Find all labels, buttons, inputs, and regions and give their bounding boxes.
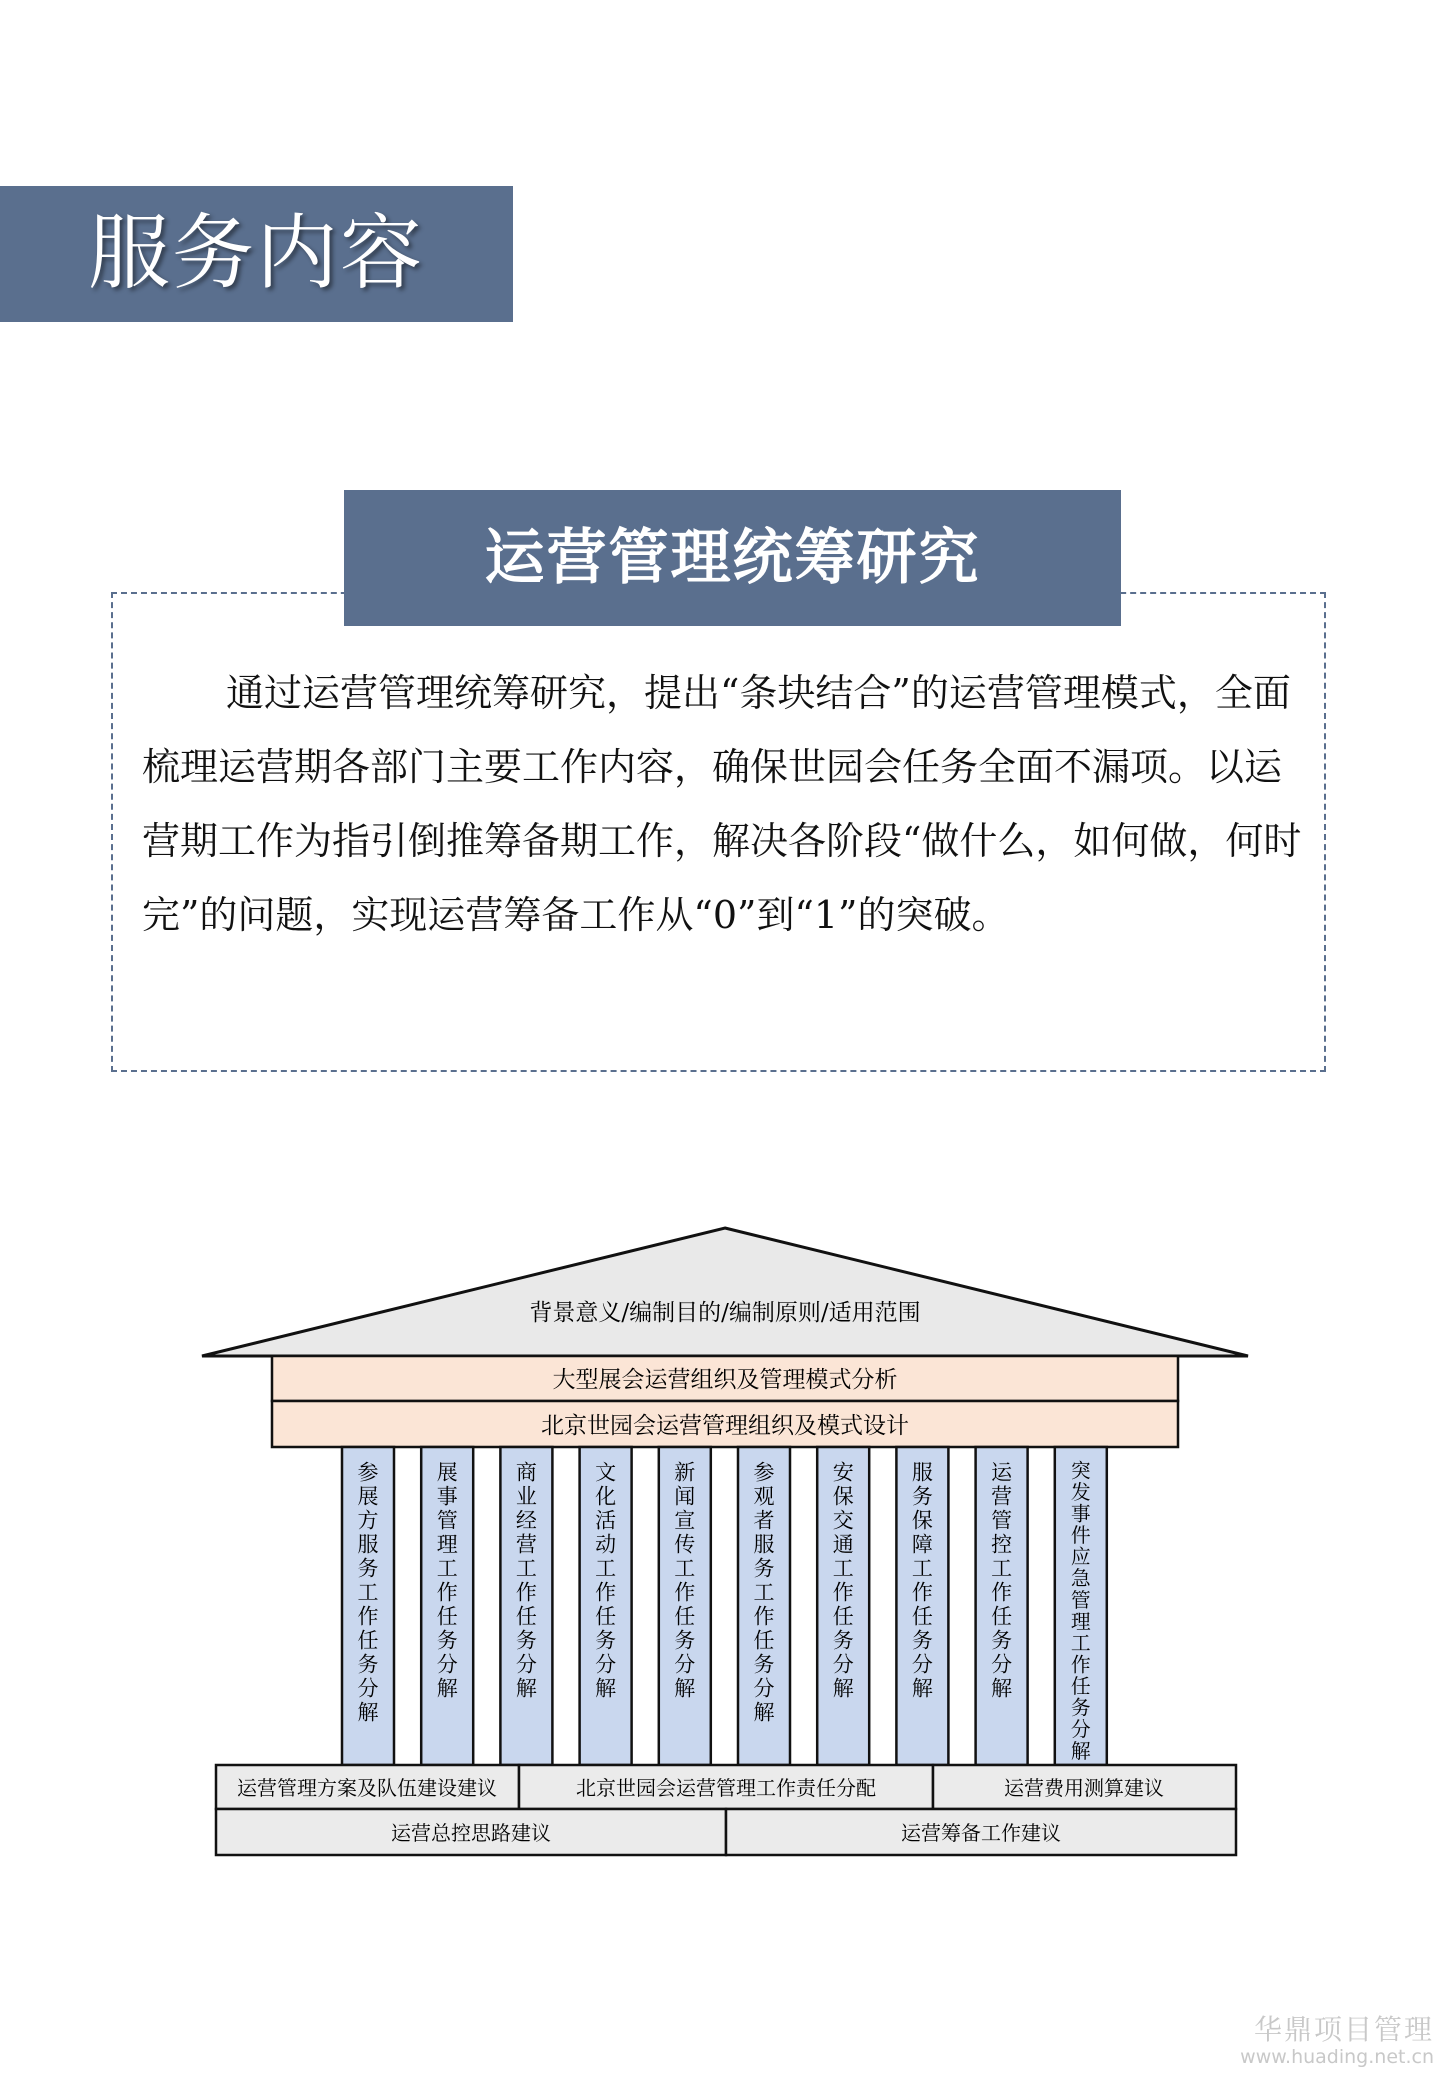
- pillar-2-label: 展事管理工作任务分解: [436, 1460, 458, 1701]
- diagram-roof: [202, 1228, 1248, 1356]
- pillar-9-label: 运营管控工作任务分解: [991, 1460, 1013, 1701]
- beam-2-label: 北京世园会运营管理组织及模式设计: [541, 1413, 909, 1439]
- base-upper-2-label: 北京世园会运营管理工作责任分配: [576, 1776, 876, 1800]
- base-upper-1-label: 运营管理方案及队伍建设建议: [237, 1776, 497, 1800]
- watermark: [1240, 2014, 1434, 2068]
- base-upper-3-label: 运营费用测算建议: [1004, 1776, 1164, 1800]
- pillar-1-label: 参展方服务工作任务分解: [357, 1460, 379, 1725]
- box-title: 运营管理统筹研究: [344, 490, 1121, 626]
- pillar-10-label: 突发事件应急管理工作任务分解: [1070, 1459, 1091, 1763]
- box-text: 通过运营管理统筹研究，提出“条块结合”的运营管理模式，全面梳理运营期各部门主要工作内容，确保世园会任务全面不漏项。以运营期工作为指引倒推筹备期工作，解决各阶段“做什么，如何做，何时完”的问题，实现运营筹备工作从“0”到“1”的突破。: [142, 671, 1302, 937]
- roof-label: 背景意义/编制目的/编制原则/适用范围: [529, 1300, 921, 1326]
- pillars: [342, 1447, 1107, 1765]
- pillar-6-label: 参观者服务工作任务分解: [753, 1460, 775, 1725]
- base-lower-2-label: 运营筹备工作建议: [901, 1821, 1061, 1845]
- house-diagram: [0, 1210, 1440, 1870]
- pillar-5-label: 新闻宣传工作任务分解: [674, 1460, 696, 1701]
- pillar-7-label: 安保交通工作任务分解: [832, 1460, 854, 1701]
- base-lower-1-label: 运营总控思路建议: [391, 1821, 551, 1845]
- pillar-3-label: 商业经营工作任务分解: [515, 1460, 537, 1701]
- watermark-name: 华鼎项目管理: [1253, 2013, 1434, 2046]
- watermark-url: www.huading.net.cn: [1240, 2046, 1434, 2068]
- pillar-8-label: 服务保障工作任务分解: [911, 1460, 933, 1701]
- pillar-4-label: 文化活动工作任务分解: [595, 1460, 617, 1701]
- beam-1-label: 大型展会运营组织及管理模式分析: [552, 1367, 898, 1393]
- section-banner: [0, 186, 513, 322]
- section-title: 服务内容: [88, 206, 425, 301]
